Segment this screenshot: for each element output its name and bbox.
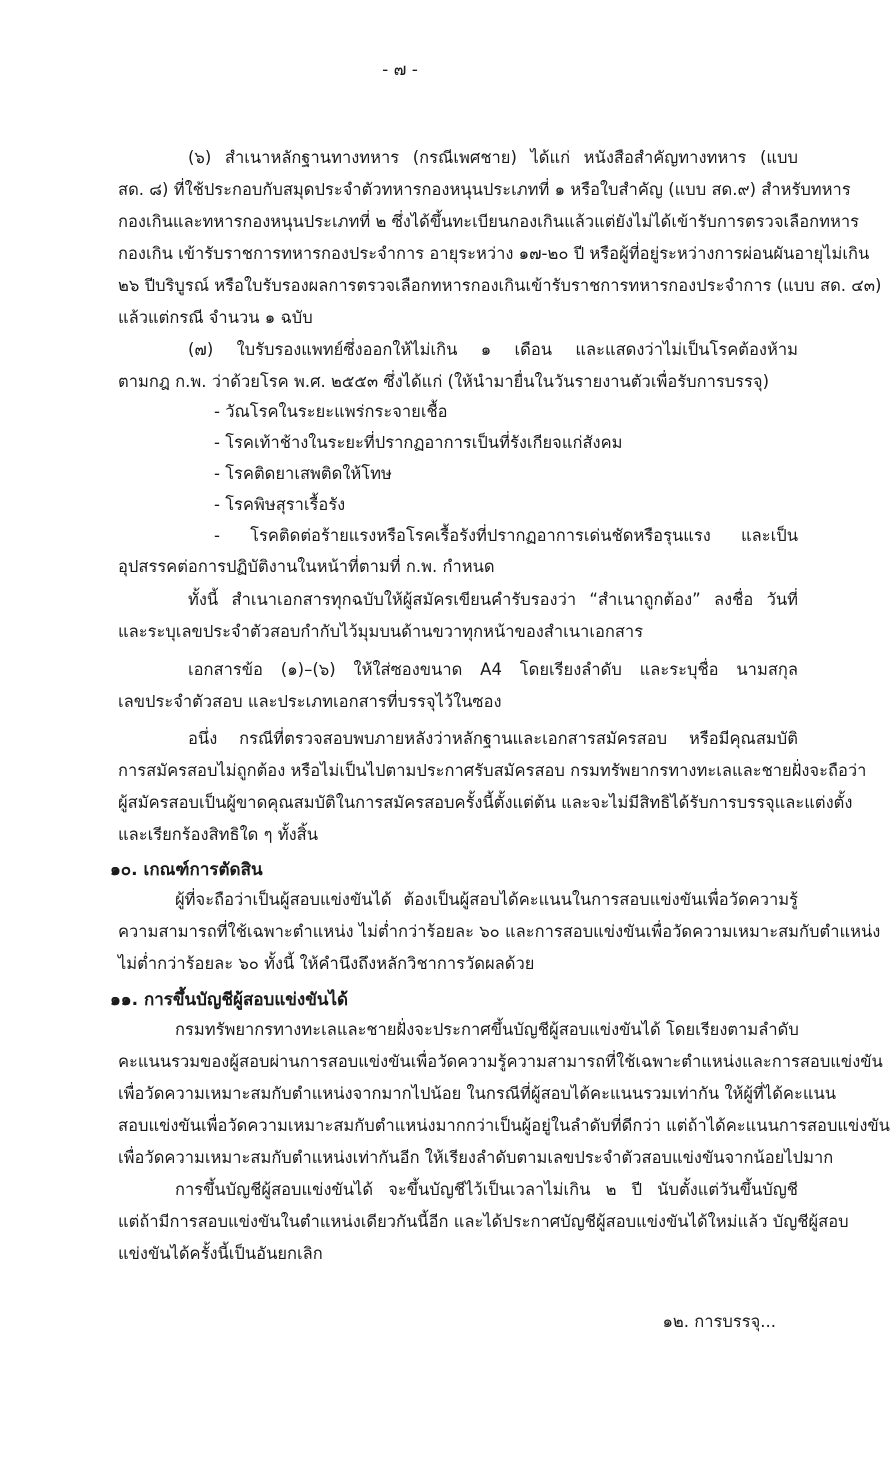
paragraph-line: แล้วแต่กรณี จำนวน ๑ ฉบับ [118, 308, 313, 327]
paragraph-line: (๗) ใบรับรองแพทย์ซึ่งออกให้ไม่เกิน ๑ เดือน และแสดงว่าไม่เป็นโรคต้องห้าม [188, 340, 798, 359]
paragraph-line: ตามกฎ ก.พ. ว่าด้วยโรค พ.ศ. ๒๕๕๓ ซึ่งได้แก่ (ให้นำมายื่นในวันรายงานตัวเพื่อรับการบรรจุ) [118, 372, 770, 391]
paragraph-line: สด. ๘) ที่ใช้ประกอบกับสมุดประจำตัวทหารกองหนุนประเภทที่ ๑ หรือใบสำคัญ (แบบ สด.๙) สำหรับทหาร [118, 180, 851, 199]
paragraph-line: กรมทรัพยากรทางทะเลและชายฝั่งจะประกาศขึ้นบัญชีผู้สอบแข่งขันได้ โดยเรียงตามลำดับ [175, 1020, 799, 1039]
paragraph-line: กองเกินและทหารกองหนุนประเภทที่ ๒ ซึ่งได้ขึ้นทะเบียนกองเกินแล้วแต่ยังไม่ได้เข้ารับการตรวจเลือกทหาร [118, 212, 860, 231]
bullet-item: - วัณโรคในระยะแพร่กระจายเชื้อ [214, 402, 448, 421]
section-heading: ๑๑. การขึ้นบัญชีผู้สอบแข่งขันได้ [110, 990, 349, 1010]
page-number: - ๗ - [382, 60, 418, 80]
paragraph-line: ทั้งนี้ สำเนาเอกสารทุกฉบับให้ผู้สมัครเขียนคำรับรองว่า “สำเนาถูกต้อง” ลงชื่อ วันที่ [188, 590, 798, 609]
continuation-marker: ๑๒. การบรรจุ... [662, 1312, 776, 1331]
paragraph-line: การขึ้นบัญชีผู้สอบแข่งขันได้ จะขึ้นบัญชีไว้เป็นเวลาไม่เกิน ๒ ปี นับตั้งแต่วันขึ้นบัญชี [175, 1180, 798, 1199]
bullet-item: - โรคติดต่อร้ายแรงหรือโรคเรื้อรังที่ปรากฏอาการเด่นชัดหรือรุนแรง และเป็น [214, 526, 798, 545]
paragraph-line: แข่งขันได้ครั้งนี้เป็นอันยกเลิก [118, 1244, 323, 1263]
paragraph-line: เพื่อวัดความเหมาะสมกับตำแหน่งเท่ากันอีก ให้เรียงลำดับตามเลขประจำตัวสอบแข่งขันจากน้อยไปมาก [118, 1148, 834, 1167]
paragraph-line: ความสามารถที่ใช้เฉพาะตำแหน่ง ไม่ต่ำกว่าร้อยละ ๖๐ และการสอบแข่งขันเพื่อวัดความเหมาะสมกับตำแหน่ง [118, 922, 881, 941]
bullet-item: - โรคเท้าช้างในระยะที่ปรากฏอาการเป็นที่รังเกียจแก่สังคม [214, 433, 623, 452]
paragraph-line: เลขประจำตัวสอบ และประเภทเอกสารที่บรรจุไว้ในซอง [118, 692, 502, 711]
bullet-item: - โรคพิษสุราเรื้อรัง [214, 495, 346, 514]
paragraph-line: ผู้ที่จะถือว่าเป็นผู้สอบแข่งขันได้ ต้องเป็นผู้สอบได้คะแนนในการสอบแข่งขันเพื่อวัดความรู้ [175, 890, 798, 909]
paragraph-line: ๒๖ ปีบริบูรณ์ หรือใบรับรองผลการตรวจเลือกทหารกองเกินเข้ารับราชการทหารกองประจำการ (แบบ สด. ๔๓) [118, 276, 882, 295]
paragraph-line: ไม่ต่ำกว่าร้อยละ ๖๐ ทั้งนี้ ให้คำนึงถึงหลักวิชาการวัดผลด้วย [118, 954, 535, 973]
paragraph-line: การสมัครสอบไม่ถูกต้อง หรือไม่เป็นไปตามประกาศรับสมัครสอบ กรมทรัพยากรทางทะเลและชายฝั่งจะถือว่า [118, 761, 867, 780]
paragraph-line: แต่ถ้ามีการสอบแข่งขันในตำแหน่งเดียวกันนี้อีก และได้ประกาศบัญชีผู้สอบแข่งขันได้ใหม่แล้ว บัญชีผู้สอบ [118, 1212, 849, 1231]
paragraph-line: เพื่อวัดความเหมาะสมกับตำแหน่งจากมากไปน้อย ในกรณีที่ผู้สอบได้คะแนนรวมเท่ากัน ให้ผู้ที่ได้คะแนน [118, 1084, 837, 1103]
bullet-item: - โรคติดยาเสพติดให้โทษ [214, 464, 392, 483]
paragraph-line: กองเกิน เข้ารับราชการทหารกองประจำการ อายุระหว่าง ๑๗-๒๐ ปี หรือผู้ที่อยู่ระหว่างการผ่อนผันอายุไม่เกิน [118, 244, 870, 263]
paragraph-line: เอกสารข้อ (๑)–(๖) ให้ใส่ซองขนาด A4 โดยเรียงลำดับ และระบุชื่อ นามสกุล [188, 660, 798, 679]
section-heading: ๑๐. เกณฑ์การตัดสิน [110, 860, 263, 880]
paragraph-line: และระบุเลขประจำตัวสอบกำกับไว้มุมบนด้านขวาทุกหน้าของสำเนาเอกสาร [118, 622, 644, 641]
paragraph-line: อุปสรรคต่อการปฏิบัติงานในหน้าที่ตามที่ ก.พ. กำหนด [118, 557, 495, 576]
paragraph-line: อนึ่ง กรณีที่ตรวจสอบพบภายหลังว่าหลักฐานและเอกสารสมัครสอบ หรือมีคุณสมบัติ [188, 729, 798, 748]
paragraph-line: สอบแข่งขันเพื่อวัดความเหมาะสมกับตำแหน่งมากกว่าเป็นผู้อยู่ในลำดับที่ดีกว่า แต่ถ้าได้คะแนนการสอบแข่งขัน [118, 1116, 890, 1135]
paragraph-line: ผู้สมัครสอบเป็นผู้ขาดคุณสมบัติในการสมัครสอบครั้งนี้ตั้งแต่ต้น และจะไม่มีสิทธิได้รับการบรรจุและแต่งตั้ง [118, 793, 853, 812]
paragraph-line: (๖) สำเนาหลักฐานทางทหาร (กรณีเพศชาย) ได้แก่ หนังสือสำคัญทางทหาร (แบบ [188, 148, 798, 167]
paragraph-line: คะแนนรวมของผู้สอบผ่านการสอบแข่งขันเพื่อวัดความรู้ความสามารถที่ใช้เฉพาะตำแหน่งและการสอบแข่งขัน [118, 1052, 883, 1071]
paragraph-line: และเรียกร้องสิทธิใด ๆ ทั้งสิ้น [118, 825, 319, 844]
